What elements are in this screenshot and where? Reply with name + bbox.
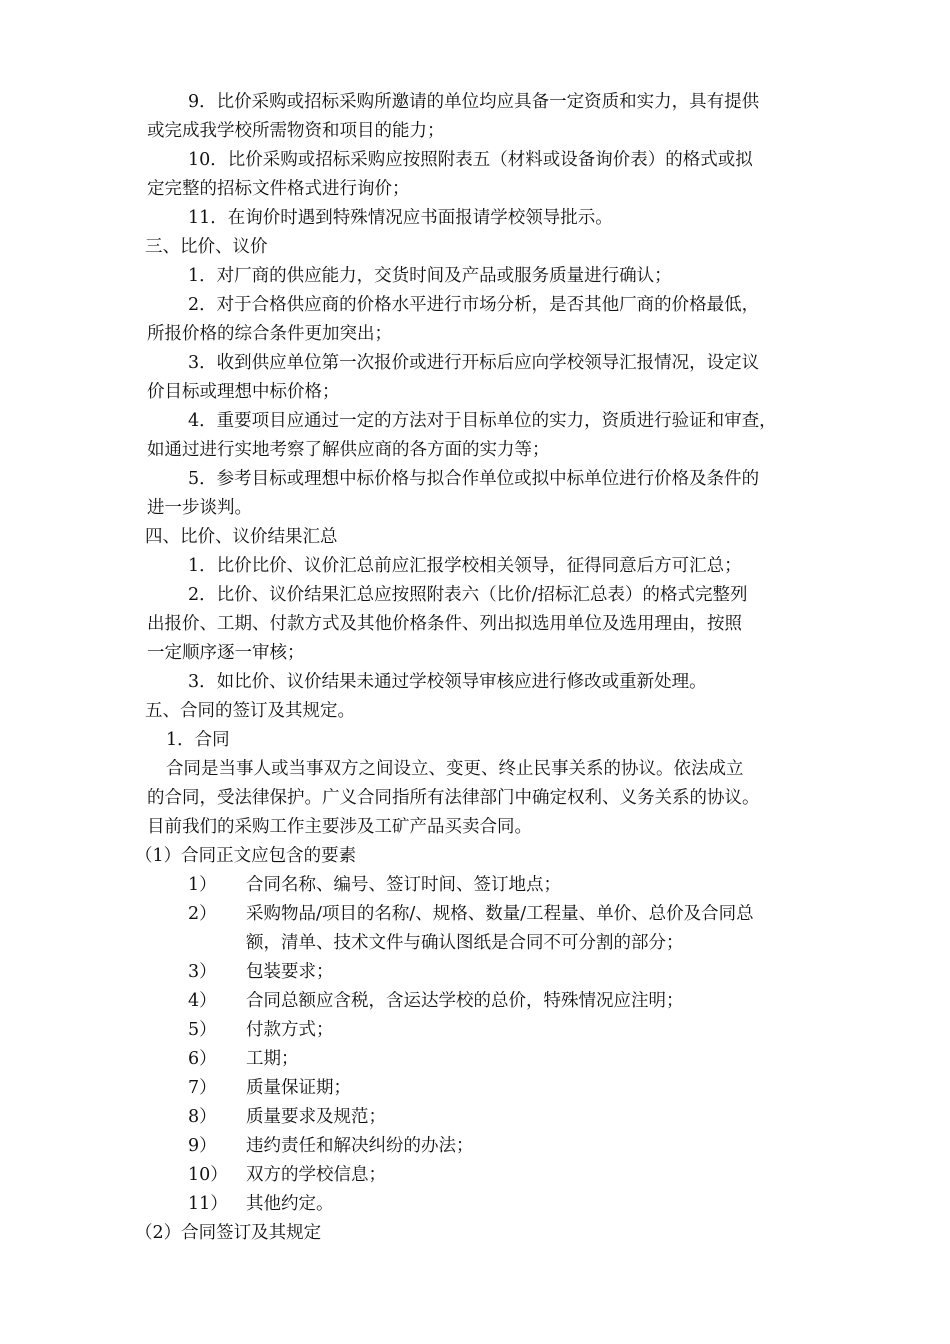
paragraph-line: 合同是当事人或当事双方之间设立、变更、终止民事关系的协议。依法成立: [166, 759, 744, 779]
list-item-text: 质量保证期；: [246, 1078, 351, 1098]
paragraph-line: 1．对厂商的供应能力，交货时间及产品或服务质量进行确认；: [188, 266, 672, 286]
list-item-number: 5）: [188, 1020, 217, 1040]
paragraph-line: 11．在询价时遇到特殊情况应书面报请学校领导批示。: [188, 208, 613, 228]
list-item-number: 6）: [188, 1049, 217, 1069]
list-item-number: 2）: [188, 904, 217, 924]
paragraph-line: 3．收到供应单位第一次报价或进行开标后应向学校领导汇报情况，设定议: [188, 353, 760, 373]
paragraph-line: 2．比价、议价结果汇总应按照附表六（比价/招标汇总表）的格式完整列: [188, 585, 748, 605]
paragraph-line: 出报价、工期、付款方式及其他价格条件、列出拟选用单位及选用理由，按照: [147, 614, 742, 634]
list-item-number: 8）: [188, 1107, 217, 1127]
list-item-number: 3）: [188, 962, 217, 982]
list-item-text: 其他约定。: [246, 1194, 334, 1214]
paragraph-line: 1．比价比价、议价汇总前应汇报学校相关领导，征得同意后方可汇总；: [188, 556, 742, 576]
list-item-text: 额，清单、技术文件与确认图纸是合同不可分割的部分；: [246, 933, 684, 953]
list-item-number: 9）: [188, 1136, 217, 1156]
paragraph-line: 9．比价采购或招标采购所邀请的单位均应具备一定资质和实力，具有提供: [188, 92, 760, 112]
list-item-text: 包装要求；: [246, 962, 334, 982]
list-item-text: 采购物品/项目的名称/、规格、数量/工程量、单价、总价及合同总: [246, 904, 754, 924]
section-heading: 五、合同的签订及其规定。: [145, 701, 355, 721]
paragraph-line: 价目标或理想中标价格；: [147, 382, 340, 402]
paragraph-line: 定完整的招标文件格式进行询价；: [147, 179, 410, 199]
list-item-number: 10）: [188, 1165, 228, 1185]
paragraph-line: 4．重要项目应通过一定的方法对于目标单位的实力，资质进行验证和审查，: [188, 411, 777, 431]
list-item-text: 双方的学校信息；: [246, 1165, 386, 1185]
section-heading: 四、比价、议价结果汇总: [145, 527, 338, 547]
paragraph-line: 的合同，受法律保护。广义合同指所有法律部门中确定权利、义务关系的协议。: [147, 788, 760, 808]
list-item-number: 11）: [188, 1194, 228, 1214]
list-item-text: 工期；: [246, 1049, 299, 1069]
paragraph-line: 2．对于合格供应商的价格水平进行市场分析，是否其他厂商的价格最低，: [188, 295, 760, 315]
list-item-text: 付款方式；: [246, 1020, 334, 1040]
list-item-text: 质量要求及规范；: [246, 1107, 386, 1127]
list-item-number: 1）: [188, 875, 217, 895]
subsection-heading: （1）合同正文应包含的要素: [135, 846, 357, 866]
list-item-number: 7）: [188, 1078, 217, 1098]
paragraph-line: 3．如比价、议价结果未通过学校领导审核应进行修改或重新处理。: [188, 672, 707, 692]
paragraph-line: 一定顺序逐一审核；: [147, 643, 305, 663]
list-item-text: 合同名称、编号、签订时间、签订地点；: [246, 875, 561, 895]
subsection-heading: （2）合同签订及其规定: [135, 1223, 322, 1243]
paragraph-line: 5．参考目标或理想中标价格与拟合作单位或拟中标单位进行价格及条件的: [188, 469, 760, 489]
list-item-text: 合同总额应含税，含运达学校的总价，特殊情况应注明；: [246, 991, 684, 1011]
paragraph-line: 所报价格的综合条件更加突出；: [147, 324, 392, 344]
section-heading: 三、比价、议价: [145, 237, 268, 257]
paragraph-line: 如通过进行实地考察了解供应商的各方面的实力等；: [147, 440, 550, 460]
paragraph-line: 目前我们的采购工作主要涉及工矿产品买卖合同。: [147, 817, 532, 837]
paragraph-line: 进一步谈判。: [147, 498, 252, 518]
list-item-text: 违约责任和解决纠纷的办法；: [246, 1136, 474, 1156]
paragraph-line: 或完成我学校所需物资和项目的能力；: [147, 121, 445, 141]
list-item-number: 4）: [188, 991, 217, 1011]
subsection-heading: 1．合同: [166, 730, 230, 750]
paragraph-line: 10．比价采购或招标采购应按照附表五（材料或设备询价表）的格式或拟: [188, 150, 753, 170]
